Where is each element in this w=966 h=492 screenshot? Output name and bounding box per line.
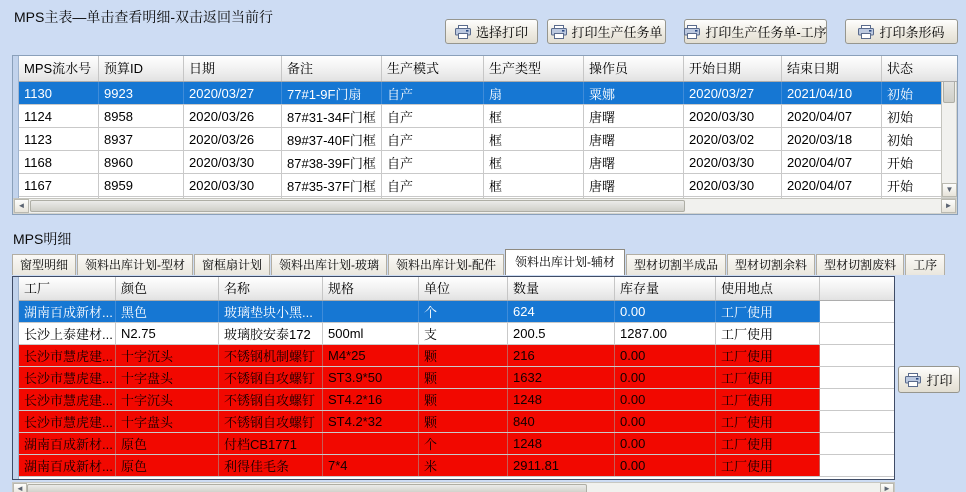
table-cell: 1248 xyxy=(508,433,615,454)
table-cell: 工厂使用 xyxy=(716,433,820,454)
tab-item[interactable]: 领料出库计划-玻璃 xyxy=(271,254,387,275)
table-cell: 1123 xyxy=(19,128,99,150)
column-header[interactable] xyxy=(282,56,382,81)
column-header[interactable] xyxy=(323,277,419,300)
table-cell: 长沙市慧虎建... xyxy=(19,411,116,432)
table-cell: 工厂使用 xyxy=(716,301,820,322)
table-cell: 1248 xyxy=(508,389,615,410)
column-header-label: 结束日期 xyxy=(787,61,840,76)
button-label: 打印生产任务单-工序 xyxy=(705,25,827,40)
table-row[interactable] xyxy=(13,174,943,197)
column-header[interactable] xyxy=(508,277,615,300)
column-header[interactable] xyxy=(19,56,99,81)
table-cell: 2020/03/27 xyxy=(184,82,282,104)
master-grid xyxy=(12,55,958,215)
table-cell: 湖南百成新材... xyxy=(19,455,116,476)
table-cell: 开始 xyxy=(887,155,914,171)
table-cell: 自产 xyxy=(382,128,484,150)
master-grid-header xyxy=(13,56,957,82)
table-cell: 十字沉头 xyxy=(116,389,219,410)
column-header-label: 日期 xyxy=(189,61,216,76)
table-cell: 颗 xyxy=(419,367,508,388)
print-task-order-process-button[interactable] xyxy=(684,19,827,44)
scroll-right-arrow-icon[interactable]: ► xyxy=(941,199,956,213)
tab-item[interactable]: 型材切割废料 xyxy=(816,254,904,275)
table-cell: 工厂使用 xyxy=(716,411,820,432)
tab-item[interactable]: 工序 xyxy=(905,254,945,275)
column-header[interactable] xyxy=(99,56,184,81)
table-cell: M4*25 xyxy=(323,345,419,366)
table-cell: 2020/04/07 xyxy=(782,174,882,196)
detail-horizontal-scrollbar[interactable] xyxy=(12,482,895,492)
column-header-label: 库存量 xyxy=(620,281,660,296)
table-cell: 0.00 xyxy=(615,389,716,410)
table-cell: 框 xyxy=(484,105,584,127)
print-task-order-button[interactable] xyxy=(547,19,666,44)
column-header-label: 使用地点 xyxy=(721,281,774,296)
table-cell: 湖南百成新材... xyxy=(19,433,116,454)
table-cell: 框 xyxy=(484,128,584,150)
table-cell: 初始 xyxy=(887,109,914,125)
table-cell: 扇 xyxy=(484,82,584,104)
table-cell: 长沙市慧虎建... xyxy=(19,389,116,410)
print-barcode-button[interactable] xyxy=(845,19,958,44)
column-header-label: 备注 xyxy=(287,61,314,76)
scroll-left-arrow-icon[interactable]: ◄ xyxy=(14,199,29,213)
tab-item[interactable]: 型材切割半成品 xyxy=(626,254,726,275)
table-cell: 工厂使用 xyxy=(716,455,820,476)
table-cell: ST4.2*16 xyxy=(323,389,419,410)
table-cell: 支 xyxy=(419,323,508,344)
column-header[interactable] xyxy=(184,56,282,81)
table-cell: 624 xyxy=(508,301,615,322)
printer-icon xyxy=(858,25,874,39)
table-cell: 米 xyxy=(419,455,508,476)
row-filler xyxy=(820,455,894,476)
table-row[interactable] xyxy=(13,151,943,174)
table-cell: 1168 xyxy=(19,151,99,173)
table-cell: 9923 xyxy=(99,82,184,104)
table-cell: 唐曙 xyxy=(584,128,684,150)
column-header-label: 预算ID xyxy=(104,61,144,76)
detail-print-button[interactable] xyxy=(898,366,960,393)
table-cell: 工厂使用 xyxy=(716,389,820,410)
tab-active[interactable]: 领料出库计划-辅材 xyxy=(505,249,625,275)
column-header-label: 规格 xyxy=(328,281,355,296)
table-cell: 玻璃胶安泰172 xyxy=(219,323,323,344)
table-cell: 长沙上泰建材... xyxy=(19,323,116,344)
table-cell: 原色 xyxy=(116,455,219,476)
button-label: 打印 xyxy=(926,373,953,388)
row-selector-gutter xyxy=(13,277,19,479)
table-cell: 2020/03/18 xyxy=(782,128,882,150)
detail-grid xyxy=(12,276,895,480)
table-cell: 不锈钢自攻螺钉 xyxy=(219,389,323,410)
table-cell: 2020/03/26 xyxy=(184,128,282,150)
table-cell: 1130 xyxy=(19,82,99,104)
table-cell: 十字盘头 xyxy=(116,411,219,432)
table-cell: 87#38-39F门框 xyxy=(282,151,382,173)
table-cell: 2020/03/30 xyxy=(184,151,282,173)
table-cell: 颗 xyxy=(419,389,508,410)
column-header-label: 操作员 xyxy=(589,61,629,76)
table-cell: 自产 xyxy=(382,174,484,196)
detail-section-title: MPS明细 xyxy=(13,231,72,247)
table-cell: 7*4 xyxy=(323,455,419,476)
printer-icon xyxy=(684,25,700,39)
table-cell: 87#35-37F门框 xyxy=(282,174,382,196)
tab-item[interactable]: 领料出库计划-型材 xyxy=(77,254,193,275)
table-cell: 框 xyxy=(484,151,584,173)
table-cell: ST3.9*50 xyxy=(323,367,419,388)
table-cell: 工厂使用 xyxy=(716,345,820,366)
scroll-right-arrow-icon[interactable]: ► xyxy=(880,483,894,492)
printer-icon xyxy=(455,25,471,39)
row-selector-gutter xyxy=(13,56,19,198)
table-cell: 2911.81 xyxy=(508,455,615,476)
table-cell: 2020/03/30 xyxy=(684,105,782,127)
table-cell: 长沙市慧虎建... xyxy=(19,367,116,388)
table-cell: 付档CB1771 xyxy=(219,433,323,454)
table-cell: 2020/04/07 xyxy=(782,151,882,173)
table-cell xyxy=(323,301,419,322)
table-row[interactable] xyxy=(13,105,943,128)
table-cell: 2020/03/30 xyxy=(684,174,782,196)
table-cell: 1124 xyxy=(19,105,99,127)
tab-item[interactable]: 型材切割余料 xyxy=(727,254,815,275)
detail-grid-header xyxy=(13,277,894,301)
column-header[interactable] xyxy=(419,277,508,300)
table-row[interactable] xyxy=(13,128,943,151)
table-cell: 十字盘头 xyxy=(116,367,219,388)
table-cell: 颗 xyxy=(419,411,508,432)
table-cell: 湖南百成新材... xyxy=(19,301,116,322)
table-cell: 1287.00 xyxy=(615,323,716,344)
table-cell: 原色 xyxy=(116,433,219,454)
printer-icon xyxy=(551,25,567,39)
table-cell: 唐曙 xyxy=(584,105,684,127)
scroll-down-arrow-icon[interactable]: ▼ xyxy=(942,183,957,197)
detail-tab-strip xyxy=(12,249,962,275)
row-filler xyxy=(820,389,894,410)
table-cell: N2.75 xyxy=(116,323,219,344)
table-cell: 0.00 xyxy=(615,367,716,388)
row-filler xyxy=(820,345,894,366)
column-header-label: 开始日期 xyxy=(689,61,742,76)
table-cell: 8937 xyxy=(99,128,184,150)
row-filler xyxy=(820,367,894,388)
tab-item[interactable]: 窗框扇计划 xyxy=(194,254,270,275)
button-label: 打印生产任务单 xyxy=(571,25,663,40)
table-cell: 不锈钢自攻螺钉 xyxy=(219,367,323,388)
detail-grid-body xyxy=(13,301,894,479)
select-print-button[interactable] xyxy=(445,19,538,44)
column-header[interactable] xyxy=(782,56,882,81)
printer-icon xyxy=(905,373,921,387)
table-cell: 初始 xyxy=(887,86,914,102)
table-cell: 个 xyxy=(419,433,508,454)
table-cell: 77#1-9F门扇 xyxy=(282,82,382,104)
row-filler xyxy=(820,433,894,454)
horizontal-scrollbar[interactable] xyxy=(13,198,957,214)
column-header[interactable] xyxy=(382,56,484,81)
table-cell: 2020/03/26 xyxy=(184,105,282,127)
table-row[interactable] xyxy=(13,455,894,477)
column-header[interactable] xyxy=(615,277,716,300)
table-cell: 工厂使用 xyxy=(716,367,820,388)
row-filler xyxy=(820,301,894,322)
table-cell: ST4.2*32 xyxy=(323,411,419,432)
table-cell: 利得佳毛条 xyxy=(219,455,323,476)
table-row[interactable] xyxy=(13,411,894,433)
column-header-label: MPS流水号 xyxy=(24,61,92,76)
scroll-left-arrow-icon[interactable]: ◄ xyxy=(13,483,27,492)
column-header[interactable] xyxy=(19,277,116,300)
table-cell: 不锈钢自攻螺钉 xyxy=(219,411,323,432)
table-cell: 2020/03/30 xyxy=(684,151,782,173)
table-cell: 自产 xyxy=(382,105,484,127)
table-cell: 2021/04/10 xyxy=(782,82,882,104)
button-label: 选择打印 xyxy=(475,25,528,40)
table-cell: 颗 xyxy=(419,345,508,366)
table-cell: 0.00 xyxy=(615,301,716,322)
table-row[interactable] xyxy=(13,345,894,367)
table-cell: 黑色 xyxy=(116,301,219,322)
table-row[interactable] xyxy=(13,433,894,455)
table-cell: 长沙市慧虎建... xyxy=(19,345,116,366)
table-cell: 200.5 xyxy=(508,323,615,344)
table-cell: 开始 xyxy=(887,178,914,194)
column-header-label: 生产类型 xyxy=(489,61,542,76)
table-cell: 2020/03/27 xyxy=(684,82,782,104)
table-cell: 2020/03/02 xyxy=(684,128,782,150)
table-row[interactable] xyxy=(13,389,894,411)
scrollbar-thumb[interactable] xyxy=(27,484,587,492)
table-cell: 87#31-34F门框 xyxy=(282,105,382,127)
table-row[interactable] xyxy=(13,82,943,105)
table-row[interactable] xyxy=(13,323,894,345)
table-cell: 唐曙 xyxy=(584,174,684,196)
master-grid-body xyxy=(13,82,943,200)
table-cell: 十字沉头 xyxy=(116,345,219,366)
column-header[interactable] xyxy=(584,56,684,81)
table-cell: 0.00 xyxy=(615,345,716,366)
column-header-label: 工厂 xyxy=(24,281,51,296)
tab-item[interactable]: 窗型明细 xyxy=(12,254,76,275)
button-label: 打印条形码 xyxy=(879,25,945,40)
table-cell: 不锈钢机制螺钉 xyxy=(219,345,323,366)
table-cell: 2020/03/30 xyxy=(184,174,282,196)
table-cell: 自产 xyxy=(382,82,484,104)
column-header[interactable] xyxy=(684,56,782,81)
table-cell: 工厂使用 xyxy=(716,323,820,344)
table-cell: 8960 xyxy=(99,151,184,173)
column-header[interactable] xyxy=(484,56,584,81)
row-filler xyxy=(820,411,894,432)
table-cell: 1632 xyxy=(508,367,615,388)
table-row[interactable] xyxy=(13,301,894,323)
table-cell: 0.00 xyxy=(615,455,716,476)
table-row[interactable] xyxy=(13,367,894,389)
table-cell: 89#37-40F门框 xyxy=(282,128,382,150)
table-cell: 粟娜 xyxy=(584,82,684,104)
table-cell: 8958 xyxy=(99,105,184,127)
table-cell: 1167 xyxy=(19,174,99,196)
column-header[interactable] xyxy=(882,56,957,81)
table-cell: 唐曙 xyxy=(584,151,684,173)
table-cell: 500ml xyxy=(323,323,419,344)
column-header-label: 数量 xyxy=(513,281,540,296)
row-filler xyxy=(820,323,894,344)
table-cell: 8959 xyxy=(99,174,184,196)
tab-item[interactable]: 领料出库计划-配件 xyxy=(388,254,504,275)
column-header-label: 生产模式 xyxy=(387,61,440,76)
master-section-title: MPS主表—单击查看明细-双击返回当前行 xyxy=(14,9,273,25)
table-cell: 0.00 xyxy=(615,433,716,454)
table-cell: 初始 xyxy=(887,132,914,148)
column-header-label: 颜色 xyxy=(121,281,148,296)
column-header[interactable] xyxy=(716,277,820,300)
table-cell xyxy=(323,433,419,454)
column-header-label: 状态 xyxy=(887,61,914,76)
table-cell: 个 xyxy=(419,301,508,322)
column-header-label: 名称 xyxy=(224,281,251,296)
scrollbar-thumb[interactable] xyxy=(30,200,685,212)
column-header-label: 单位 xyxy=(424,281,451,296)
column-header[interactable] xyxy=(116,277,219,300)
table-cell: 840 xyxy=(508,411,615,432)
table-cell: 框 xyxy=(484,174,584,196)
table-cell: 216 xyxy=(508,345,615,366)
column-header[interactable] xyxy=(219,277,323,300)
table-cell: 2020/04/07 xyxy=(782,105,882,127)
table-cell: 0.00 xyxy=(615,411,716,432)
table-cell: 玻璃垫块小黑... xyxy=(219,301,323,322)
table-cell: 自产 xyxy=(382,151,484,173)
